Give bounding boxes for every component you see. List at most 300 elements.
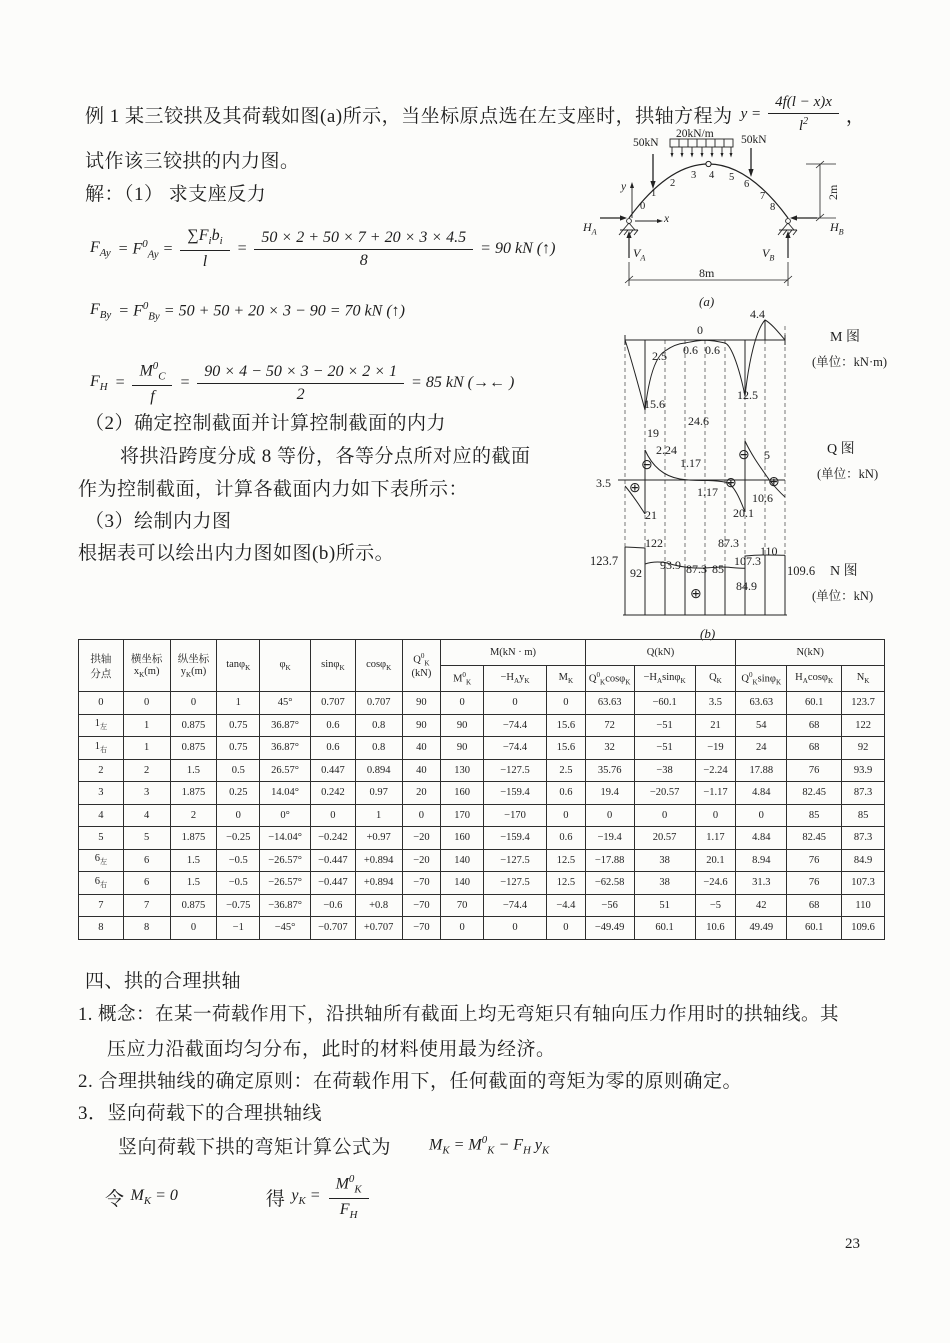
intro-comma: ， [845, 105, 866, 127]
table-cell: −38 [634, 759, 695, 782]
table-cell: 7 [79, 894, 124, 917]
table-row [79, 894, 885, 917]
table-row [79, 692, 885, 715]
table-cell: −60.1 [634, 692, 695, 715]
table-cell: 0.707 [311, 692, 356, 715]
table-cell: 0.875 [170, 737, 217, 760]
q-diagram-unit: (单位：kN) [817, 467, 879, 481]
m-value-0-6b: 0.6 [705, 343, 720, 357]
vb-label: $V_B$ [762, 246, 775, 263]
table-cell: 63.63 [736, 692, 787, 715]
n-value-122: 122 [645, 536, 663, 550]
arch-point-4: 4 [709, 170, 715, 181]
table-cell: +0.97 [355, 827, 402, 850]
table-cell: −19.4 [585, 827, 634, 850]
table-cell: +0.707 [355, 917, 402, 940]
table-cell: 110 [842, 894, 885, 917]
table-cell: 160 [441, 782, 484, 805]
table-cell: 0 [634, 804, 695, 827]
column-header: 拱轴 分点 [79, 640, 124, 692]
table-cell: 14.04° [260, 782, 311, 805]
formula-fay [90, 218, 562, 280]
table-cell: −1.17 [695, 782, 736, 805]
table-cell: −19 [695, 737, 736, 760]
column-header: 横坐标 $x_K(m)$ [123, 640, 170, 692]
n-value-107-3: 107.3 [734, 554, 761, 568]
q-diagram-title: Q 图 [827, 442, 855, 457]
table-cell: 35.76 [585, 759, 634, 782]
table-row [79, 804, 885, 827]
q-minus-sign-1: ⊖ [641, 458, 653, 473]
table-cell: 0.25 [217, 782, 260, 805]
table-cell: 2 [170, 804, 217, 827]
table-cell: −17.88 [585, 849, 634, 872]
table-cell: +0.894 [355, 872, 402, 895]
table-cell: 12.5 [547, 849, 586, 872]
fby-body: = $F^0_{By} = 50 + 50 + 20 \times 3 - 90 = 70$ kN (↑) [118, 300, 405, 323]
table-row [79, 872, 885, 895]
sub-header: $Q_K$ [695, 666, 736, 692]
table-cell: −36.87° [260, 894, 311, 917]
fay-result: = 90 kN (↑) [480, 240, 556, 257]
table-cell: 0.875 [170, 714, 217, 737]
table-cell: 72 [585, 714, 634, 737]
table-cell: −74.4 [483, 894, 546, 917]
table-cell: 1 [123, 714, 170, 737]
table-cell: 32 [585, 737, 634, 760]
table-cell: −20 [402, 849, 441, 872]
n-diagram-title: N 图 [830, 564, 858, 579]
table-cell: 5 [123, 827, 170, 850]
n-value-110: 110 [760, 544, 778, 558]
table-cell: 170 [441, 804, 484, 827]
table-cell: −0.25 [217, 827, 260, 850]
table-row [79, 827, 885, 850]
table-cell: 140 [441, 872, 484, 895]
table-cell: 4 [79, 804, 124, 827]
step3-line2: 根据表可以绘出内力图如图(b)所示。 [78, 543, 395, 564]
table-row [79, 759, 885, 782]
table-cell: −0.5 [217, 872, 260, 895]
table-cell: 12.5 [547, 872, 586, 895]
table-cell: 10.6 [695, 917, 736, 940]
table-cell: −0.75 [217, 894, 260, 917]
table-cell: −0.707 [311, 917, 356, 940]
section4-item3: 3．竖向荷载下的合理拱轴线 [78, 1103, 323, 1124]
m-value-2-5: 2.5 [652, 349, 667, 363]
table-row [79, 917, 885, 940]
table-cell: 36.87° [260, 714, 311, 737]
sub-header: $Q^0_K\sin\varphi_K$ [736, 666, 787, 692]
table-cell: 84.9 [842, 849, 885, 872]
table-row [79, 737, 885, 760]
load-dist-label: 20kN/m [676, 128, 714, 140]
group-header: N(kN) [736, 640, 885, 666]
table-cell: 2 [79, 759, 124, 782]
group-header: M(kN · m) [441, 640, 585, 666]
table-cell: −127.5 [483, 849, 546, 872]
m-value-15-6: 15.6 [644, 397, 665, 411]
table-cell: 45° [260, 692, 311, 715]
table-cell: 17.88 [736, 759, 787, 782]
page-number: 23 [845, 1236, 860, 1252]
arch-point-3: 3 [691, 170, 697, 181]
table-cell: 0 [311, 804, 356, 827]
n-value-92: 92 [630, 566, 642, 580]
table-cell: −0.242 [311, 827, 356, 850]
table-cell: 2 [123, 759, 170, 782]
table-cell: 40 [402, 737, 441, 760]
yk-fraction: $\frac{M^0_K}{F_H}$ [329, 1173, 369, 1221]
table-cell: 8 [123, 917, 170, 940]
m-diagram-title: M 图 [830, 330, 860, 345]
table-cell: 6 [123, 849, 170, 872]
table-cell: 130 [441, 759, 484, 782]
table-cell: 90 [402, 692, 441, 715]
table-cell: $1_左$ [79, 714, 124, 737]
m-value-0: 0 [697, 323, 703, 337]
table-cell: 140 [441, 849, 484, 872]
table-cell: 36.87° [260, 737, 311, 760]
axis-y-label: y [621, 181, 627, 193]
table-cell: 1.5 [170, 849, 217, 872]
q-value-10-6: 10.6 [752, 491, 773, 505]
yk-ling: 令 [105, 1188, 125, 1210]
table-cell: 0 [483, 917, 546, 940]
table-cell: 38 [634, 849, 695, 872]
rise-dim-label: 2m [826, 184, 840, 200]
yk-de: 得 [265, 1188, 286, 1210]
table-cell: 68 [787, 894, 842, 917]
sub-header: $-H_Ay_K$ [483, 666, 546, 692]
table-row [79, 782, 885, 805]
table-cell: 0 [79, 692, 124, 715]
fh-result: = 85 kN (→← ) [411, 374, 515, 391]
figure-b [590, 296, 935, 648]
table-cell: 3 [79, 782, 124, 805]
table-cell: 90 [402, 714, 441, 737]
table-cell: 20.1 [695, 849, 736, 872]
solution-step1: 解：（1） 求支座反力 [85, 184, 267, 205]
table-cell: 1.5 [170, 759, 217, 782]
table-cell: 0.8 [355, 737, 402, 760]
table-cell: 82.45 [787, 827, 842, 850]
table-cell: −159.4 [483, 782, 546, 805]
table-cell: 54 [736, 714, 787, 737]
q-value-1-17b: 1.17 [697, 485, 718, 499]
n-value-87-3: 87.3 [686, 562, 707, 576]
table-cell: 0.242 [311, 782, 356, 805]
table-row [79, 849, 885, 872]
table-cell: 0 [441, 917, 484, 940]
table-cell: 24 [736, 737, 787, 760]
force-table [78, 639, 885, 940]
column-header: tanφ$_K$ [217, 640, 260, 692]
table-cell: −51 [634, 737, 695, 760]
table-cell: +0.8 [355, 894, 402, 917]
arch-point-0: 0 [640, 201, 646, 212]
yk-formula-line [105, 1168, 369, 1226]
fby-lhs: $F_{By}$ [90, 301, 112, 322]
table-cell: 0 [483, 692, 546, 715]
table-cell: 63.63 [585, 692, 634, 715]
column-header: 纵坐标 $y_K(m)$ [170, 640, 217, 692]
table-cell: 1 [123, 737, 170, 760]
load-left-label: 50kN [633, 137, 659, 149]
table-cell: 0 [170, 917, 217, 940]
fay-frac1: $\frac{\sum F_ib_i}{l}$ [180, 227, 229, 270]
hb-label: $H_B$ [830, 220, 844, 237]
table-cell: 0.6 [547, 782, 586, 805]
table-cell: 0.6 [547, 827, 586, 850]
table-cell: 0 [441, 692, 484, 715]
table-cell: 20.57 [634, 827, 695, 850]
table-cell: −5 [695, 894, 736, 917]
table-cell: 0 [217, 804, 260, 827]
q-value-21: 21 [645, 508, 657, 522]
table-cell: 1.875 [170, 782, 217, 805]
mk-formula: $M_K = M^0_K - F_H$ $y_K$ [429, 1134, 550, 1157]
table-cell: 15.6 [547, 737, 586, 760]
m-value-0-6a: 0.6 [683, 343, 698, 357]
formula-fby [90, 300, 412, 323]
table-cell: 8 [79, 917, 124, 940]
column-header: cosφ$_K$ [355, 640, 402, 692]
table-cell: 76 [787, 849, 842, 872]
table-cell: 42 [736, 894, 787, 917]
table-cell: −70 [402, 894, 441, 917]
table-cell: −70 [402, 917, 441, 940]
table-cell: 21 [695, 714, 736, 737]
q-plus-sign-1: ⊕ [629, 481, 641, 496]
table-cell: 19.4 [585, 782, 634, 805]
n-plus-sign: ⊕ [690, 587, 702, 602]
table-cell: −26.57° [260, 849, 311, 872]
table-cell: 90 [441, 714, 484, 737]
n-diagram-unit: (单位：kN) [812, 589, 874, 603]
sub-header: $N_K$ [842, 666, 885, 692]
eq-lhs: y = [740, 105, 762, 122]
axis-x-label: x [664, 213, 670, 225]
table-cell: −14.04° [260, 827, 311, 850]
q-value-3-5: 3.5 [596, 476, 611, 490]
ha-label: $H_A$ [583, 220, 597, 237]
table-cell: 109.6 [842, 917, 885, 940]
table-cell: 0.75 [217, 714, 260, 737]
table-cell: 70 [441, 894, 484, 917]
table-cell: 0.894 [355, 759, 402, 782]
table-cell: 4.84 [736, 827, 787, 850]
table-cell: 76 [787, 872, 842, 895]
table-cell: −20.57 [634, 782, 695, 805]
table-cell: 0 [585, 804, 634, 827]
table-cell: −127.5 [483, 759, 546, 782]
figure-b-caption: (b) [700, 626, 716, 641]
table-cell: −4.4 [547, 894, 586, 917]
section4-item1b: 压应力沿截面均匀分布，此时的材料使用最为经济。 [107, 1039, 556, 1060]
table-cell: 20 [402, 782, 441, 805]
table-cell: −0.6 [311, 894, 356, 917]
intro-line2: 试作该三铰拱的内力图。 [85, 151, 300, 172]
arch-point-7: 7 [760, 191, 766, 202]
fh-frac1: $\frac{M^0_C}{f}$ [132, 360, 172, 406]
fh-eq1: = [114, 374, 126, 391]
table-cell: −74.4 [483, 714, 546, 737]
section4-item2: 2. 合理拱轴线的确定原则：在荷载作用下，任何截面的弯矩为零的原则确定。 [78, 1071, 743, 1092]
step3-line1: （3）绘制内力图 [85, 511, 232, 532]
table-cell: 123.7 [842, 692, 885, 715]
table-cell: 4 [123, 804, 170, 827]
table-cell: 7 [123, 894, 170, 917]
n-value-93-9: 93.9 [660, 558, 681, 572]
table-cell: 0 [402, 804, 441, 827]
sub-header: $M_K$ [547, 666, 586, 692]
table-cell: 51 [634, 894, 695, 917]
table-cell: 26.57° [260, 759, 311, 782]
q-value-24-6: 24.6 [688, 414, 709, 428]
table-cell: 0 [123, 692, 170, 715]
table-cell: 3.5 [695, 692, 736, 715]
table-cell: 1 [355, 804, 402, 827]
n-value-87-3u: 87.3 [718, 536, 739, 550]
table-cell: −70 [402, 872, 441, 895]
va-label: $V_A$ [633, 246, 646, 263]
q-value-1-17a: 1.17 [680, 456, 701, 470]
yk-lhs: $y_K$ = [291, 1186, 321, 1208]
arch-point-2: 2 [670, 178, 676, 189]
group-header: Q(kN) [585, 640, 736, 666]
table-cell: 0.447 [311, 759, 356, 782]
table-cell: 90 [441, 737, 484, 760]
fay-frac2: $\frac{50 \times 2 + 50 \times 7 + 20 \times 3 \times 4.5}{8}$ [254, 229, 473, 270]
table-cell: −2.24 [695, 759, 736, 782]
table-cell: 160 [441, 827, 484, 850]
table-cell: 0.707 [355, 692, 402, 715]
table-cell: −127.5 [483, 872, 546, 895]
table-cell: 85 [787, 804, 842, 827]
table-cell: 5 [79, 827, 124, 850]
arch-point-8: 8 [770, 202, 776, 213]
table-cell: 0.8 [355, 714, 402, 737]
table-row [79, 714, 885, 737]
table-cell: −45° [260, 917, 311, 940]
table-cell: 82.45 [787, 782, 842, 805]
table-cell: 76 [787, 759, 842, 782]
table-cell: −24.6 [695, 872, 736, 895]
m-diagram-unit: (单位：kN·m) [812, 355, 887, 369]
fay-eq: = [236, 240, 248, 257]
step2-line3: 作为控制截面，计算各截面内力如下表所示： [78, 479, 469, 500]
table-cell: −170 [483, 804, 546, 827]
table-cell: 60.1 [787, 692, 842, 715]
table-cell: 87.3 [842, 827, 885, 850]
step2-line2: 将拱沿跨度分成 8 等份，各等分点所对应的截面 [120, 446, 531, 467]
table-cell: 0.875 [170, 894, 217, 917]
m-value-4-4: 4.4 [750, 307, 765, 321]
table-cell: 8.94 [736, 849, 787, 872]
yk-mk-zero: $M_K = 0$ [130, 1186, 178, 1208]
table-cell: 0 [695, 804, 736, 827]
arch-point-1: 1 [651, 188, 657, 199]
q-minus-sign-2: ⊖ [738, 448, 750, 463]
intro-text: 例 1 某三铰拱及其荷载如图(a)所示，当坐标原点选在左支座时，拱轴方程为 [85, 105, 733, 127]
table-cell: 31.3 [736, 872, 787, 895]
column-header: sinφ$_K$ [311, 640, 356, 692]
table-cell: 6 [123, 872, 170, 895]
table-cell: −26.57° [260, 872, 311, 895]
table-cell: 38 [634, 872, 695, 895]
table-cell: 4.84 [736, 782, 787, 805]
table-cell: 92 [842, 737, 885, 760]
q-value-20-1: 20.1 [733, 506, 754, 520]
q-value-19: 19 [647, 426, 659, 440]
figure-a-caption: (a) [699, 294, 715, 309]
table-cell: 122 [842, 714, 885, 737]
arch-point-5: 5 [729, 172, 735, 183]
table-cell: 68 [787, 737, 842, 760]
table-cell: 93.9 [842, 759, 885, 782]
table-cell: 40 [402, 759, 441, 782]
table-cell: 1 [217, 692, 260, 715]
formula-fh [90, 352, 521, 414]
table-cell: 0 [547, 804, 586, 827]
load-right-label: 50kN [741, 134, 767, 146]
table-cell: 60.1 [634, 917, 695, 940]
table-cell: 49.49 [736, 917, 787, 940]
figure-a [580, 128, 880, 320]
step2-line1: （2）确定控制截面并计算控制截面的内力 [85, 413, 447, 434]
table-cell: 1.5 [170, 872, 217, 895]
n-value-85: 85 [712, 562, 724, 576]
table-cell: 0 [170, 692, 217, 715]
section4-heading: 四、拱的合理拱轴 [85, 971, 242, 992]
table-cell: −56 [585, 894, 634, 917]
table-cell: −159.4 [483, 827, 546, 850]
eq-denominator: $l^2$ [798, 115, 809, 134]
q-plus-sign-3: ⊕ [768, 475, 780, 490]
table-cell: 60.1 [787, 917, 842, 940]
column-header: $\varphi_K$ [260, 640, 311, 692]
table-cell: $6_左$ [79, 849, 124, 872]
column-header: $Q^0_K$ (kN) [402, 640, 441, 692]
fay-lhs: $F_{Ay}$ [90, 238, 111, 260]
table-cell: 68 [787, 714, 842, 737]
table-cell: 0 [736, 804, 787, 827]
table-cell: 0.6 [311, 737, 356, 760]
table-cell: 15.6 [547, 714, 586, 737]
table-cell: −74.4 [483, 737, 546, 760]
fh-eq2: = [179, 374, 191, 391]
table-cell: −0.447 [311, 849, 356, 872]
table-cell: 2.5 [547, 759, 586, 782]
table-cell: $1_右$ [79, 737, 124, 760]
table-cell: −51 [634, 714, 695, 737]
fay-mid: = $F^0_{Ay}$ = [117, 237, 174, 261]
m-value-12-5: 12.5 [737, 388, 758, 402]
mk-formula-line [118, 1132, 549, 1159]
sub-header: $H_A\cos\varphi_K$ [787, 666, 842, 692]
span-dim-label: 8m [699, 266, 715, 280]
table-cell: 87.3 [842, 782, 885, 805]
table-cell: 0.6 [311, 714, 356, 737]
table-cell: $6_右$ [79, 872, 124, 895]
sub-header: $Q^0_K\cos\varphi_K$ [585, 666, 634, 692]
q-value-5: 5 [764, 448, 770, 462]
table-cell: 0 [547, 917, 586, 940]
table-cell: 85 [842, 804, 885, 827]
eq-numerator: 4f(l − x)x [768, 94, 839, 114]
mk-formula-intro: 竖向荷载下拱的弯矩计算公式为 [118, 1137, 392, 1158]
